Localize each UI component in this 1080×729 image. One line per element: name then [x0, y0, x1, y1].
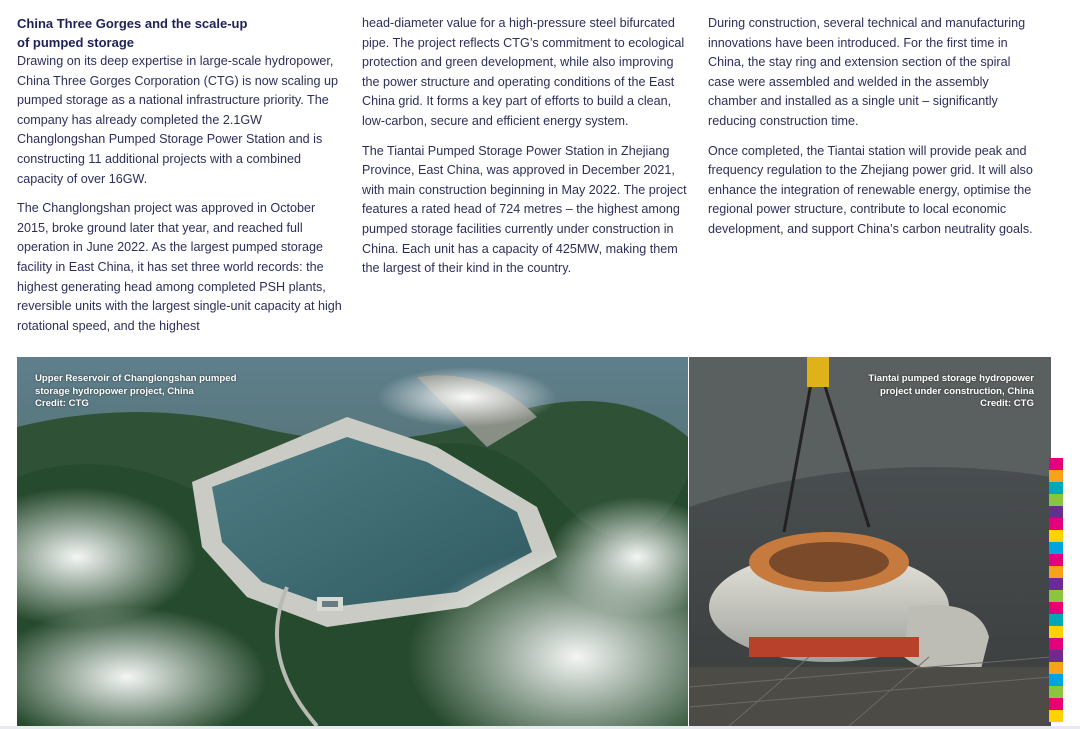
strip-block: [1049, 590, 1063, 602]
construction-illustration: [689, 357, 1051, 726]
strip-block: [1049, 578, 1063, 590]
reservoir-photo: [17, 357, 688, 726]
text-column-2: [362, 14, 692, 289]
reservoir-illustration: [17, 357, 688, 726]
construction-photo: [689, 357, 1051, 726]
paragraph: During construction, several technical and manufacturing innovations have been introduced. For the first time in China, the stay ring and extension section of the spiral case were assembled and welded in the assembly chamber and installed as a single unit – significantly reducing construction time.: [708, 16, 1026, 128]
strip-block: [1049, 530, 1063, 542]
strip-block: [1049, 638, 1063, 650]
strip-block: [1049, 482, 1063, 494]
caption-line: storage hydropower project, China: [35, 385, 194, 397]
text-column-1: [17, 14, 347, 346]
caption-credit: Credit: CTG: [980, 398, 1034, 409]
caption-line: project under construction, China: [879, 385, 1034, 397]
heading-line-2: of pumped storage: [17, 35, 135, 50]
heading-line-1: China Three Gorges and the scale-up: [17, 16, 248, 31]
caption-line: Upper Reservoir of Changlongshan pumped: [35, 373, 237, 384]
strip-block: [1049, 686, 1063, 698]
strip-block: [1049, 494, 1063, 506]
paragraph: The Changlongshan project was approved in October 2015, broke ground later that year, and reached full operation in June 2022. As the largest pumped storage facility in East China, it has set three world records: the highest generating head among completed PSH plants, reversible units with the largest single-unit capacity at high rotational speed, and the highest: [17, 201, 342, 333]
strip-block: [1049, 710, 1063, 722]
strip-block: [1049, 542, 1063, 554]
photo-caption: [35, 373, 275, 411]
strip-block: [1049, 458, 1063, 470]
section-heading: [17, 14, 347, 52]
strip-block: [1049, 566, 1063, 578]
strip-block: [1049, 470, 1063, 482]
strip-block: [1049, 626, 1063, 638]
paragraph: head-diameter value for a high-pressure steel bifurcated pipe. The project reflects CTG’s commitment to ecological protection and green development, while also improving the power structure and operating conditions of the East China grid. It forms a key part of efforts to build a clean, low-carbon, secure and efficient energy system.: [362, 16, 685, 128]
strip-block: [1049, 518, 1063, 530]
caption-line: Tiantai pumped storage hydropower: [868, 373, 1034, 384]
text-column-3: [708, 14, 1038, 250]
strip-block: [1049, 554, 1063, 566]
strip-block: [1049, 614, 1063, 626]
paragraph: The Tiantai Pumped Storage Power Station in Zhejiang Province, East China, was approved in December 2021, with main construction beginning in May 2022. The project features a rated head of 724 metres – the highest among pumped storage facilities currently under construction in China. Each unit has a capacity of 425MW, making them the largest of their kind in the country.: [362, 143, 687, 276]
strip-block: [1049, 506, 1063, 518]
strip-block: [1049, 650, 1063, 662]
strip-block: [1049, 674, 1063, 686]
caption-credit: Credit: CTG: [35, 398, 89, 409]
strip-block: [1049, 602, 1063, 614]
decorative-color-strip: [1049, 458, 1063, 726]
paragraph: Drawing on its deep expertise in large-scale hydropower, China Three Gorges Corporation (CTG) is now scaling up pumped storage as a national infrastructure priority. The company has already completed the 2.1GW Changlongshan Pumped Storage Power Station and is constructing 11 additional projects with a combined capacity of over 16GW.: [17, 54, 339, 186]
photo-caption: [794, 373, 1034, 411]
strip-block: [1049, 662, 1063, 674]
strip-block: [1049, 698, 1063, 710]
paragraph: Once completed, the Tiantai station will provide peak and frequency regulation to the Zhejiang power grid. It will also enhance the integration of renewable energy, optimise the regional power structure, contribute to local economic development, and support China’s carbon neutrality goals.: [708, 143, 1033, 236]
